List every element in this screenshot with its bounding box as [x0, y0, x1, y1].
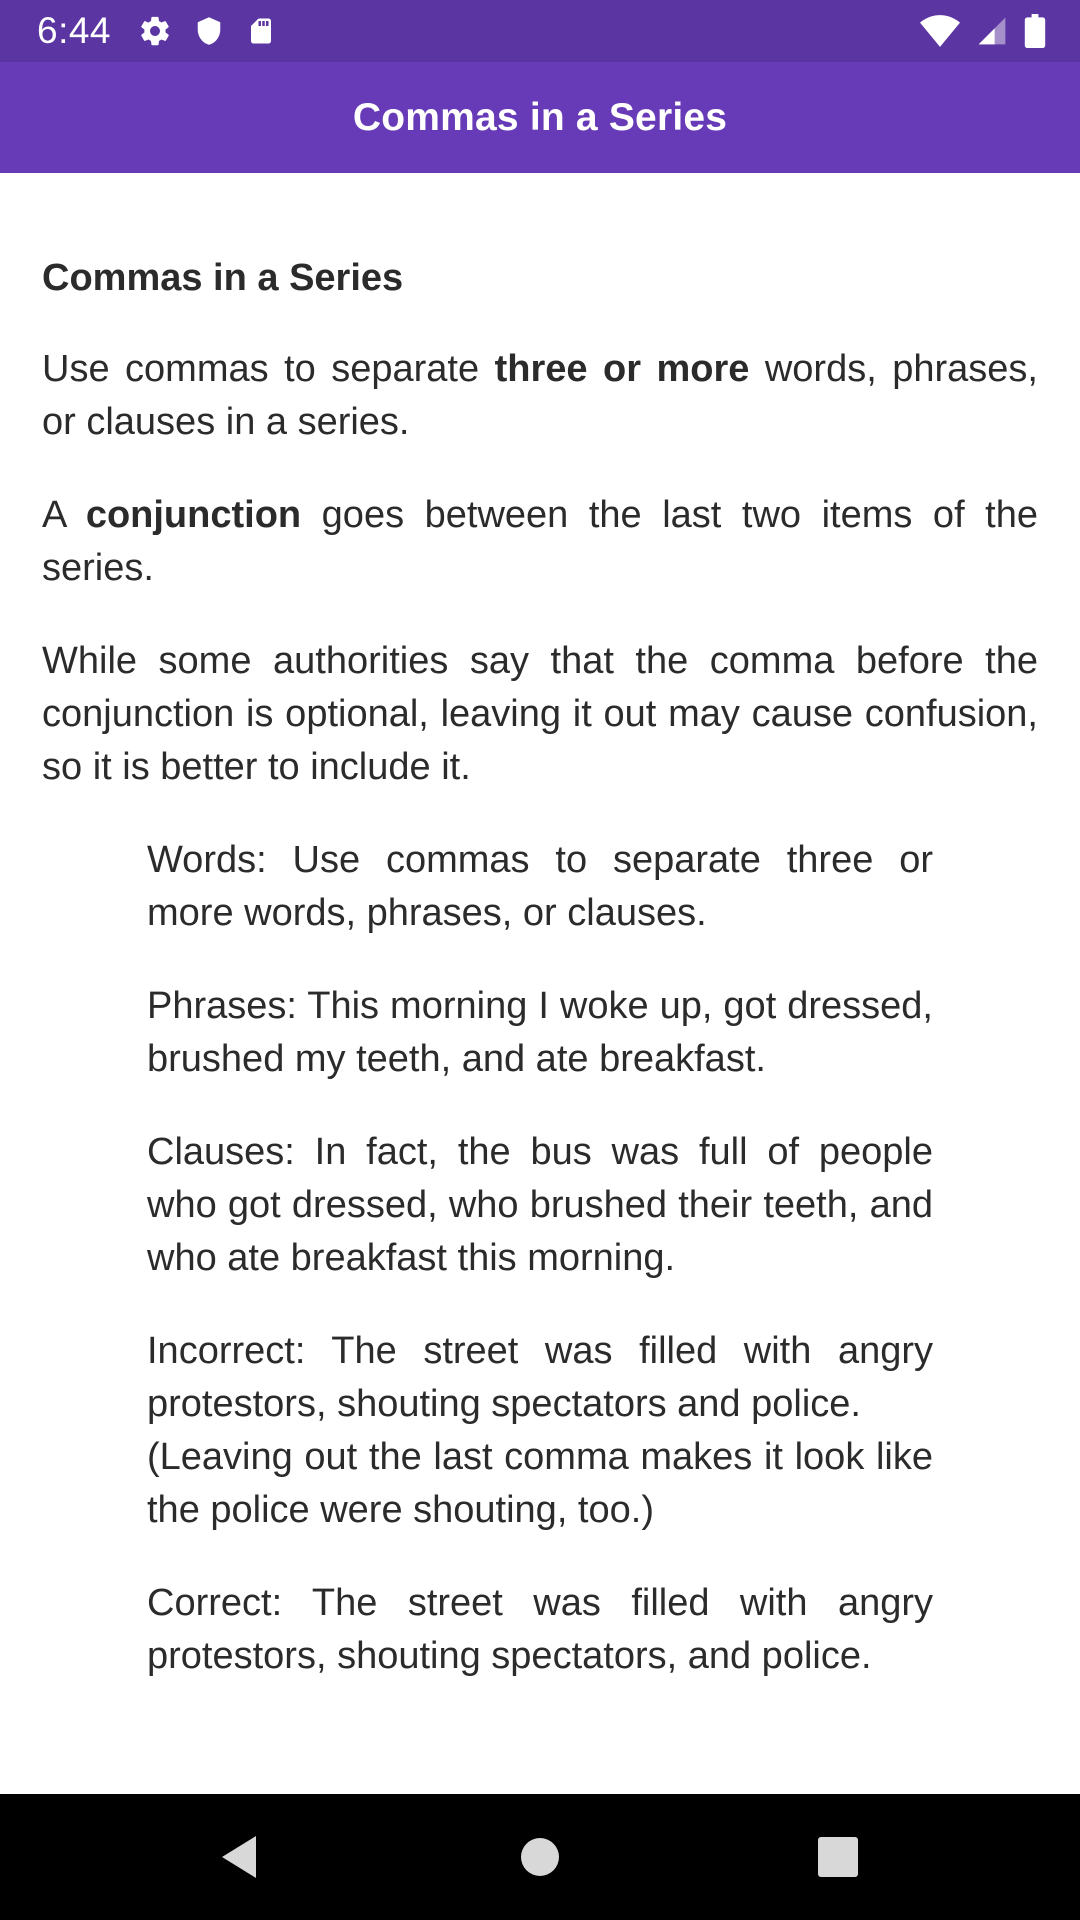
status-right-icons	[920, 14, 1046, 48]
shield-icon	[194, 14, 224, 48]
back-icon[interactable]	[216, 1832, 266, 1882]
status-time: 6:44	[37, 10, 112, 51]
paragraph-conjunction	[42, 489, 1038, 595]
incorrect-note: (Leaving out the last comma makes it look like the police were shouting, too.)	[147, 1436, 933, 1531]
sd-card-icon	[246, 14, 276, 48]
example-correct: Correct: The street was filled with angry protestors, shouting spectators, and police.	[147, 1582, 933, 1677]
status-bar	[0, 0, 1080, 62]
cellular-signal-icon	[976, 15, 1008, 47]
example-clauses: Clauses: In fact, the bus was full of people who got dressed, who brushed their teeth, and who ate breakfast this morning.	[147, 1131, 933, 1279]
gear-icon	[138, 14, 172, 48]
paragraph-text: Use commas to separate	[42, 348, 495, 390]
incorrect-sentence: Incorrect: The street was filled with angry protestors, shouting spectators and police.	[147, 1330, 933, 1425]
paragraph-text: words, phrases, or clauses in a series.	[42, 348, 1038, 443]
battery-icon	[1024, 14, 1046, 48]
example-phrases: Phrases: This morning I woke up, got dressed, brushed my teeth, and ate breakfast.	[147, 985, 933, 1080]
paragraph-three-or-more	[42, 343, 1038, 449]
home-icon[interactable]	[515, 1832, 565, 1882]
app-bar-title: Commas in a Series	[352, 95, 728, 139]
article-content[interactable]	[0, 173, 1080, 1794]
paragraph-optional-comma: While some authorities say that the comma before the conjunction is optional, leaving it out may cause confusion, so it is better to include it.	[42, 640, 1038, 788]
paragraph-text: goes between the last two items of the series.	[42, 494, 1038, 589]
paragraph-text: A	[42, 494, 86, 536]
section-heading: Commas in a Series	[42, 257, 404, 299]
recents-icon[interactable]	[813, 1832, 863, 1882]
example-incorrect	[147, 1325, 933, 1537]
example-words: Words: Use commas to separate three or more words, phrases, or clauses.	[147, 839, 933, 934]
status-left-icons	[138, 14, 276, 48]
wifi-icon	[920, 15, 960, 47]
app-bar	[0, 62, 1080, 173]
article-body	[42, 255, 1038, 1723]
bold-text: conjunction	[85, 494, 302, 536]
bold-text: three or more	[494, 348, 750, 390]
navigation-bar	[0, 1794, 1080, 1920]
